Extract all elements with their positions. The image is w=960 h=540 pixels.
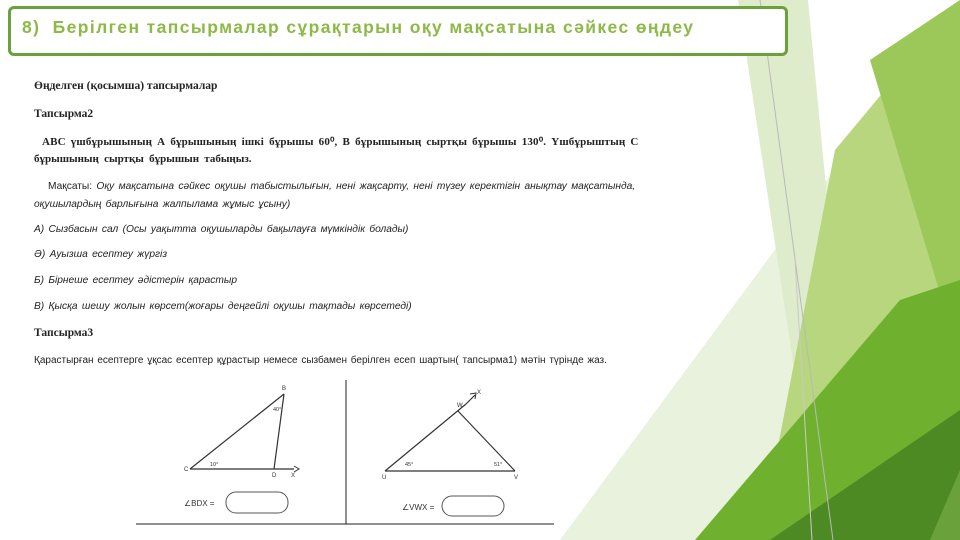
- task2-label: Тапсырма2: [34, 108, 94, 120]
- vertex-u-label: U: [382, 475, 387, 481]
- angle-left-label: 45°: [405, 462, 414, 468]
- title-number: 8): [22, 17, 41, 37]
- option-b: Б) Бірнеше есептеу әдістерін қарастыр: [34, 275, 238, 286]
- goal-label: Мақсаты:: [48, 181, 93, 192]
- vertex-v-label: V: [514, 475, 519, 481]
- triangle-bdx-figure: [184, 386, 299, 513]
- bdx-answer-field[interactable]: [226, 492, 288, 513]
- angle-bottom-label: 10°: [210, 462, 219, 468]
- goal-text-1: Оқу мақсатына сәйкес оқушы табыстылығын, нені жақсарту, нені түзеу керектігін анықтау мақсатында,: [96, 181, 636, 192]
- slide-title: [22, 17, 694, 38]
- vertex-x2-label: X: [477, 390, 482, 396]
- vertex-b-label: B: [282, 386, 287, 392]
- task3-text: Қарастырған есептерге ұқсас есептер құрастыр немесе сызбамен берілген есеп шартын( тапсырма1) мәтін түрінде жаз.: [34, 355, 607, 366]
- vertex-x-label: X: [291, 473, 296, 479]
- title-text: Берілген тапсырмалар сұрақтарын оқу мақсатына сәйкес өңдеу: [52, 17, 695, 37]
- vertex-w-label: W: [457, 403, 463, 409]
- angle-top-label: 40°: [273, 407, 282, 413]
- goal-line1: [48, 181, 635, 192]
- option-ae: Ә) Ауызша есептеу жүргіз: [34, 249, 168, 260]
- option-v: В) Қысқа шешу жолын көрсет(жоғары деңгейлі оқушы тақтады көрсетеді): [34, 301, 412, 312]
- vertex-d-label: D: [272, 473, 277, 479]
- triangle-figures: [130, 378, 560, 528]
- task2-text-line1: ABC үшбұрышының А бұрышының ішкі бұрышы 60⁰, В бұрышының сыртқы бұрышы 130⁰. Үшбұрыштың С: [42, 136, 639, 148]
- bdx-answer-label: ∠BDX =: [184, 499, 215, 508]
- angle-right-label: 51°: [494, 462, 503, 468]
- vertex-c-label: C: [184, 467, 189, 473]
- option-a: А) Сызбасын сал (Осы уақытта оқушыларды бақылауға мүмкіндік болады): [34, 224, 409, 235]
- triangle-vwx-figure: [382, 390, 518, 516]
- content-heading: Өңделген (қосымша) тапсырмалар: [34, 80, 218, 92]
- vwx-answer-label: ∠VWX =: [402, 503, 435, 512]
- task2-text-line2: бұрышының сыртқы бұрышын табыңыз.: [34, 153, 252, 165]
- task3-label: Тапсырма3: [34, 327, 94, 339]
- goal-line2: оқушылардың барлығына жалпылама жұмыс ұсыну): [34, 199, 291, 210]
- vwx-answer-field[interactable]: [442, 496, 504, 516]
